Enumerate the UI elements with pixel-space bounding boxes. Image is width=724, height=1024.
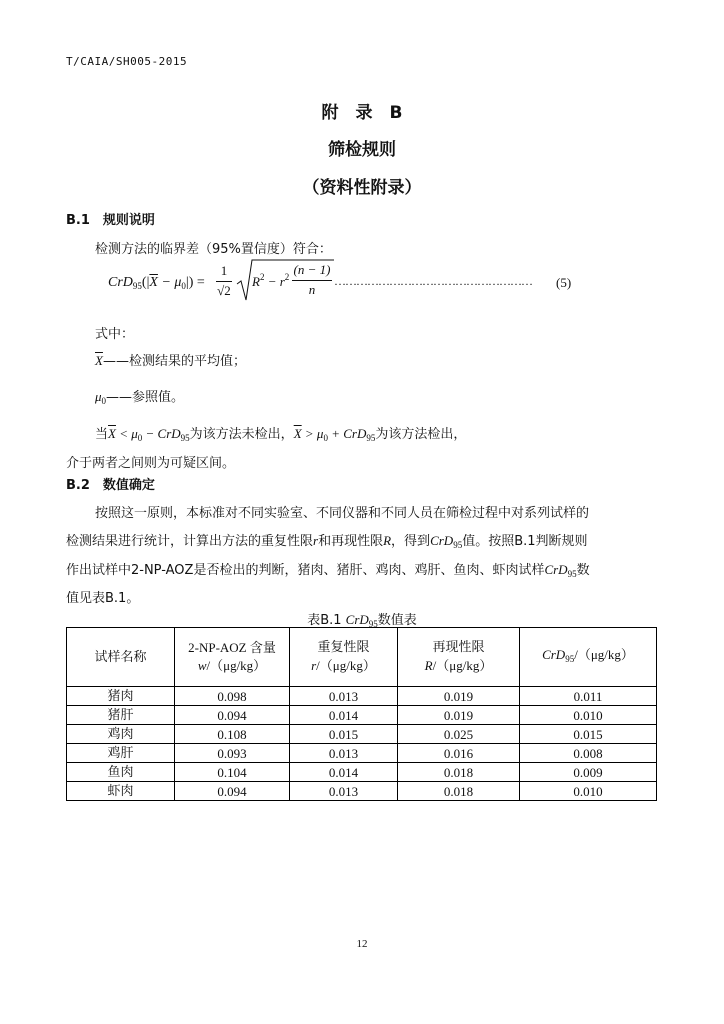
table-caption: 表B.1 CrD$_{95}$数值表 [307, 612, 417, 629]
cell-crd: 0.015 [520, 725, 657, 744]
formula-number: (5) [556, 275, 572, 290]
table-row [67, 763, 657, 782]
cell-r: 0.014 [290, 706, 398, 725]
document-code: T/CAIA/SH005-2015 [66, 55, 188, 68]
cell-crd: 0.009 [520, 763, 657, 782]
sqrt-terms: $R^2 - r^2$ [252, 272, 290, 289]
cell-R: 0.019 [398, 687, 520, 706]
cell-sample: 猪肉 [67, 687, 175, 706]
cell-crd: 0.010 [520, 706, 657, 725]
cell-content: 0.094 [175, 706, 290, 725]
where-label: 式中： [95, 327, 135, 342]
crd95-table [66, 627, 657, 801]
section-b2-heading: B.2 数值确定 [66, 478, 155, 493]
cell-crd: 0.008 [520, 744, 657, 763]
b2-paragraph-line-2: 检测结果进行统计，计算出方法的重复性限r和再现性限R，得到CrD$_{95}$值。按照B.1判断规则 [66, 533, 588, 550]
b2-paragraph-line-1: 按照这一原则，本标准对不同实验室、不同仪器和不同人员在筛检过程中对系列试样的 [95, 506, 590, 521]
cell-content: 0.108 [175, 725, 290, 744]
cell-content: 0.104 [175, 763, 290, 782]
table-row [67, 725, 657, 744]
formula-leader: ……………………………………………… [334, 274, 532, 288]
section-b1-heading: B.1 规则说明 [66, 213, 155, 228]
b2-paragraph-line-4: 值见表B.1。 [66, 591, 140, 606]
header-sample: 试样名称 [67, 628, 175, 687]
header-content: 2-NP-AOZ 含量 w/（μg/kg） [175, 628, 290, 687]
cell-sample: 虾肉 [67, 782, 175, 801]
section-b1-intro: 检测方法的临界差（95%置信度）符合： [95, 242, 332, 257]
table-row [67, 782, 657, 801]
header-repeatability: 重复性限 r/（μg/kg） [290, 628, 398, 687]
rule-tail: 介于两者之间则为可疑区间。 [66, 456, 236, 471]
header-crd95: CrD$_{95}$/（μg/kg） [520, 628, 657, 687]
cell-r: 0.013 [290, 782, 398, 801]
sqrt-denominator: n [308, 282, 316, 297]
cell-R: 0.025 [398, 725, 520, 744]
cell-R: 0.016 [398, 744, 520, 763]
appendix-nature: （资料性附录） [302, 178, 422, 198]
cell-content: 0.098 [175, 687, 290, 706]
header-reproducibility: 再现性限 R/（μg/kg） [398, 628, 520, 687]
table-row [67, 744, 657, 763]
rule-1-expression: $\overline{X} < \mu_0 - CrD_{95}$ [108, 426, 190, 443]
sqrt-fraction-bar [292, 280, 332, 281]
cell-r: 0.013 [290, 687, 398, 706]
cell-crd: 0.010 [520, 782, 657, 801]
cell-r: 0.014 [290, 763, 398, 782]
fraction-bar [216, 281, 232, 282]
table-header-row [67, 628, 657, 687]
b2-paragraph-line-3: 作出试样中2-NP-AOZ是否检出的判断，猪肉、猪肝、鸡肉、鸡肝、鱼肉、虾肉试样CrD$_{95}$数 [66, 562, 590, 579]
appendix-title: 附 录 B [321, 103, 403, 123]
cell-sample: 猪肝 [67, 706, 175, 725]
rule-2-expression: $\overline{X} > \mu_0 + CrD_{95}$ [293, 426, 376, 443]
cell-r: 0.013 [290, 744, 398, 763]
cell-sample: 鱼肉 [67, 763, 175, 782]
formula-lhs: $CrD_{95}(|\overline{X} - \mu_0|)$ = [108, 275, 205, 291]
sqrt-numerator: (n − 1) [293, 262, 331, 277]
cell-R: 0.018 [398, 782, 520, 801]
definition-mu: $\mu_0——$参照值。 [95, 389, 185, 406]
fraction-denominator: √2 [217, 283, 231, 298]
cell-R: 0.019 [398, 706, 520, 725]
page-number: 12 [356, 938, 368, 950]
definition-x: $\overline{X}——$检测结果的平均值； [95, 353, 246, 369]
cell-content: 0.094 [175, 782, 290, 801]
cell-r: 0.015 [290, 725, 398, 744]
cell-crd: 0.011 [520, 687, 657, 706]
rule-line: 当$\overline{X} < \mu_0 - CrD_{95}$为该方法未检出，$\overline{X} > \mu_0 + CrD_{95}$为该方法检出， [95, 426, 467, 443]
cell-content: 0.093 [175, 744, 290, 763]
table-row [67, 706, 657, 725]
fraction-numerator: 1 [220, 263, 228, 278]
appendix-name: 筛检规则 [328, 140, 396, 160]
cell-sample: 鸡肝 [67, 744, 175, 763]
cell-R: 0.018 [398, 763, 520, 782]
table-row [67, 687, 657, 706]
cell-sample: 鸡肉 [67, 725, 175, 744]
